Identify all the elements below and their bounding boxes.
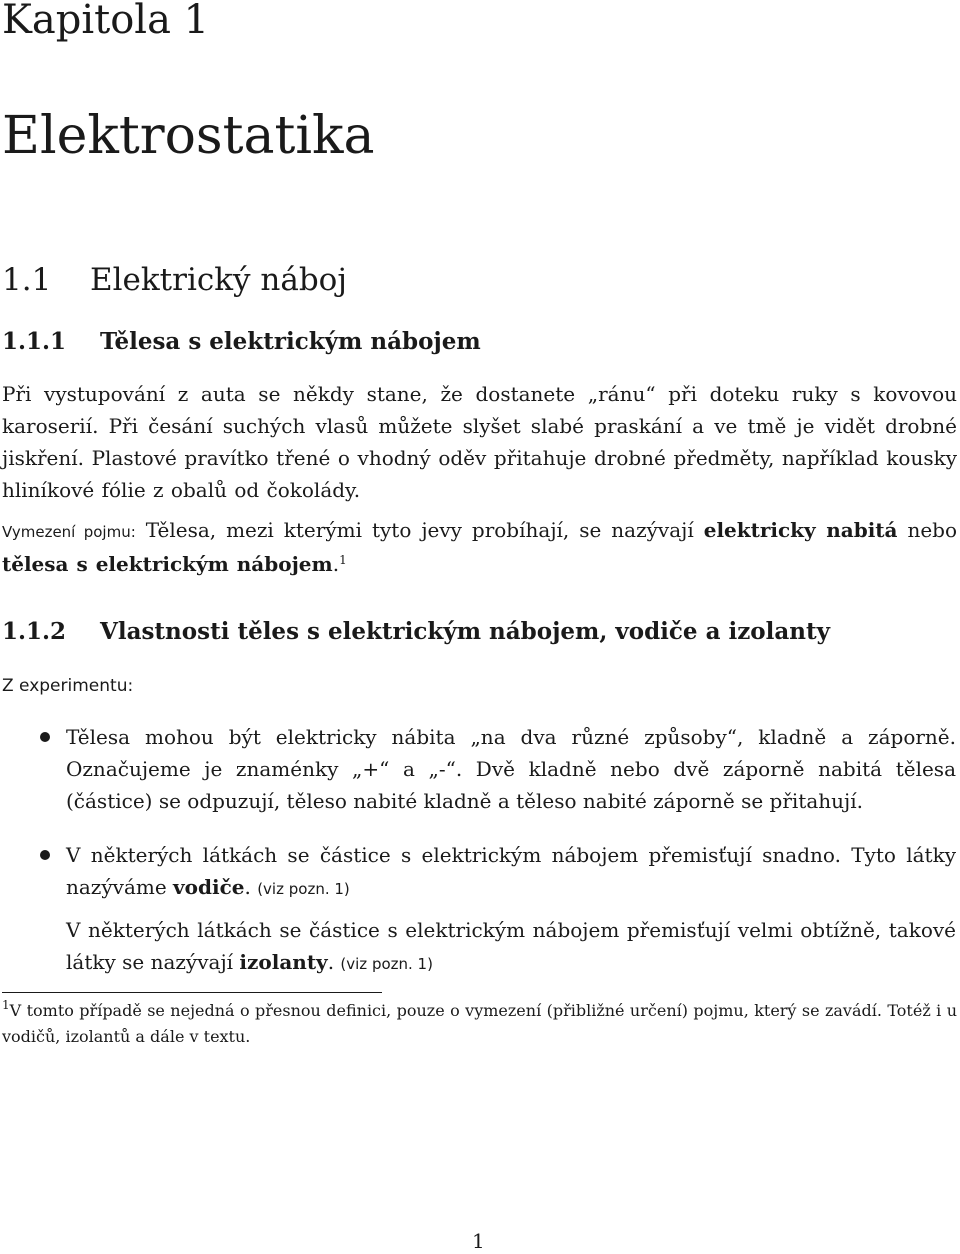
- definition-end: .: [332, 552, 340, 576]
- bullet-marker-2: [40, 850, 50, 860]
- subsection-heading-1: [2, 326, 481, 358]
- list-item-2: [66, 839, 956, 905]
- term-izolanty: izolanty: [239, 950, 328, 974]
- footnote-divider: [2, 992, 382, 993]
- section-number: 1.1: [2, 262, 52, 298]
- subsection-heading-2: [2, 616, 830, 648]
- subsection-title-1: Tělesa s elektrickým nábojem: [100, 328, 481, 355]
- list-item-2-continuation: [66, 914, 956, 980]
- subsection-number-1: 1.1.1: [2, 328, 67, 355]
- list-item-1: Tělesa mohou být elektricky nábita „na dva různé způsoby“, kladně a záporně. Označujeme je znaménky „+“ a „-“. Dvě kladně nebo dvě záporně nabitá tělesa (částice) se odpuzují, těleso nabité kladně a těleso nabité záporně se přitahují.: [66, 725, 956, 813]
- section-title: Elektrický náboj: [90, 262, 347, 298]
- definition-term-1: elektricky nabitá: [703, 518, 898, 542]
- definition-label: Vymezení pojmu:: [2, 523, 136, 541]
- section-heading: [2, 260, 347, 300]
- experiment-label: Z experimentu:: [2, 676, 134, 696]
- subsection-title-2: Vlastnosti těles s elektrickým nábojem, vodiče a izolanty: [100, 618, 830, 645]
- list-item-2-continuation-text: V některých látkách se částice s elektrickým nábojem přemisťují velmi obtížně, takové látky se nazývají: [66, 918, 956, 974]
- note-reference-1: (viz pozn. 1): [257, 880, 350, 898]
- list-item-2-end: .: [244, 875, 251, 899]
- list-item-2-continuation-end: .: [327, 950, 335, 974]
- definition-term-2: tělesa s elektrickým nábojem: [2, 552, 333, 576]
- footnote: [2, 998, 957, 1050]
- note-reference-2: (viz pozn. 1): [340, 955, 433, 973]
- definition-paragraph: [2, 514, 957, 580]
- list-item-2-text: V některých látkách se částice s elektrickým nábojem přemisťují snadno. Tyto látky nazýváme: [66, 843, 956, 899]
- chapter-label: Kapitola 1: [2, 0, 210, 43]
- intro-paragraph: Při vystupování z auta se někdy stane, že dostanete „ránu“ při doteku ruky s kovovou karoserií. Při česání suchých vlasů můžete slyšet slabé praskání a ve tmě je vidět drobné jiskření. Plastové pravítko třené o vhodný oděv přitahuje drobné předměty, například kousky hliníkové fólie z obalů od čokolády.: [2, 382, 957, 502]
- chapter-title: Elektrostatika: [2, 106, 375, 166]
- page-number: 1: [472, 1229, 485, 1253]
- footnote-text: V tomto případě se nejedná o přesnou definici, pouze o vymezení (přibližné určení) pojmu, který se zavádí. Totéž i u vodičů, izolantů a dále v textu.: [2, 1001, 957, 1046]
- definition-connector: nebo: [907, 518, 958, 542]
- footnote-marker: 1: [2, 998, 10, 1012]
- bullet-marker-1: [40, 732, 50, 742]
- subsection-number-2: 1.1.2: [2, 618, 67, 645]
- term-vodice: vodiče: [173, 875, 245, 899]
- footnote-reference: 1: [339, 553, 347, 567]
- definition-text: Tělesa, mezi kterými tyto jevy probíhají, se nazývají: [145, 518, 694, 542]
